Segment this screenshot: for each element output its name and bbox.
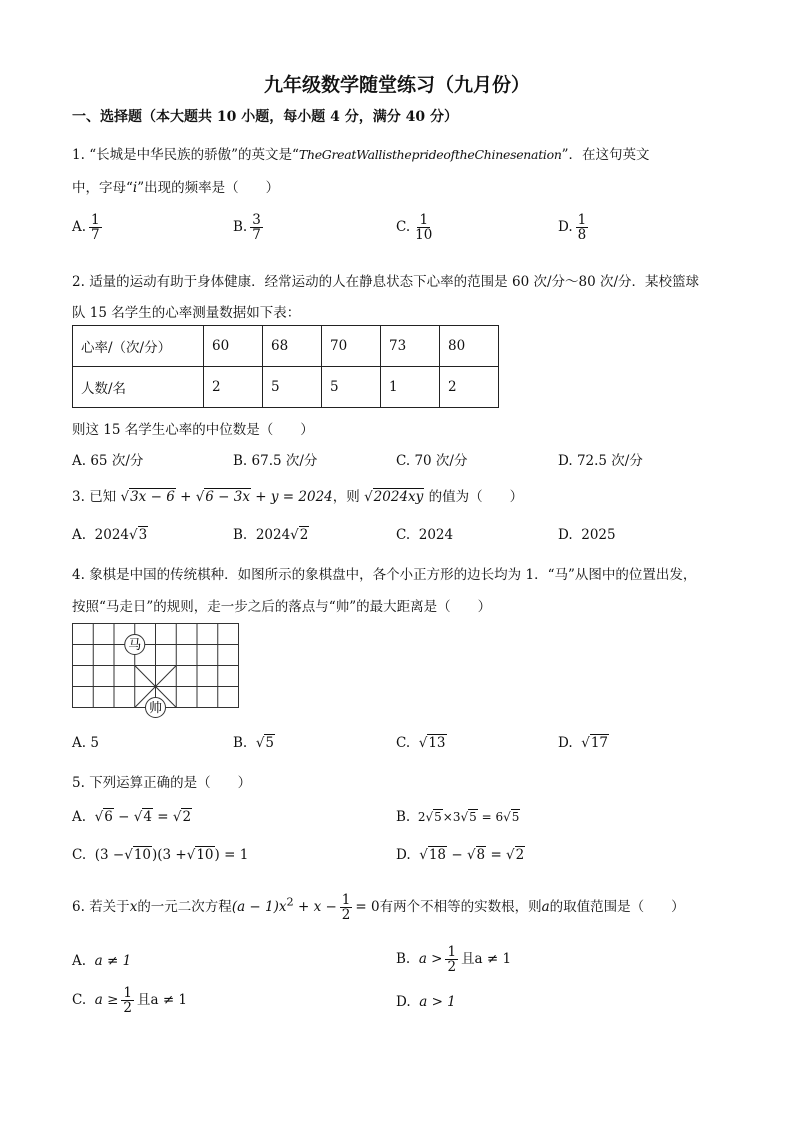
question-6-stem: 6. 若关于x的一元二次方程$(a - 1)x^2 + x$ − $\frac{1}{2}$ = 0有两个不相等的实数根，则a的取值范围是（ ） (72, 892, 685, 924)
question-4-option-a[interactable]: A. 5 (72, 735, 99, 751)
page-title: 九年级数学随堂练习（九月份） (263, 74, 530, 96)
question-2-ask: 则这 15 名学生心率的中位数是（ ） (72, 422, 314, 438)
question-1-option-b[interactable]: B. $\frac{3}{7}$ (233, 212, 261, 244)
question-6-option-c[interactable]: C. a ≥ $\frac{1}{2}$ 且a ≠ 1 (72, 985, 188, 1017)
table-cell: 73 (381, 326, 440, 367)
question-5-option-c[interactable]: C. (3 −√10)(3 +√10) = 1 (72, 847, 249, 863)
question-3-option-c[interactable]: C. 2024 (396, 527, 454, 543)
question-2-option-a[interactable]: A. 65 次/分 (72, 453, 144, 469)
question-4-option-c[interactable]: C. √13 (396, 735, 446, 751)
question-2-line-2: 队 15 名学生的心率测量数据如下表： (72, 305, 301, 321)
sqrt-expression: √3x − 6 (120, 489, 175, 505)
table-cell: 5 (263, 367, 322, 408)
letter-i: i (132, 180, 138, 196)
chessboard-diagram (72, 623, 242, 719)
question-3-option-b[interactable]: B. 2024√2 (233, 527, 309, 543)
table-cell: 60 (204, 326, 263, 367)
question-6-option-d[interactable]: D. a > 1 (396, 994, 456, 1010)
question-4-line-2: 按照“马走日”的规则，走一步之后的落点与“帅”的最大距离是（ ） (72, 599, 492, 615)
table-cell: 2 (440, 367, 499, 408)
question-1-line-1: 1. “长城是中华民族的骄傲”的英文是“TheGreatWallistheprideoftheChinesenation”．在这句英文 (72, 147, 650, 163)
table-header-cell: 心率/（次/分） (73, 326, 204, 367)
question-4-option-d[interactable]: D. √17 (558, 735, 609, 751)
question-1-option-d[interactable]: D. $\frac{1}{8}$ (558, 212, 587, 244)
table-row (73, 326, 499, 367)
question-2-option-c[interactable]: C. 70 次/分 (396, 453, 468, 469)
question-5-option-a[interactable]: A. √6 − √4 = √2 (72, 809, 192, 825)
heart-rate-table (72, 325, 499, 408)
king-label: 帅 (148, 701, 163, 716)
table-cell: 1 (381, 367, 440, 408)
question-6-option-a[interactable]: A. a ≠ 1 (72, 953, 132, 969)
table-cell: 5 (322, 367, 381, 408)
question-2-option-d[interactable]: D. 72.5 次/分 (558, 453, 643, 469)
question-3-stem: 3. 已知 √3x − 6 + √6 − 3x + y = 2024，则 √2024xy 的值为（ ） (72, 489, 524, 505)
question-1-line-2: 中，字母“i”出现的频率是（ ） (72, 180, 280, 196)
table-cell: 80 (440, 326, 499, 367)
question-2-option-b[interactable]: B. 67.5 次/分 (233, 453, 318, 469)
question-5-option-b[interactable]: B. 2√5×3√5 = 6√5 (396, 809, 520, 825)
table-cell: 68 (263, 326, 322, 367)
table-row (73, 367, 499, 408)
question-6-option-b[interactable]: B. a > $\frac{1}{2}$ 且a ≠ 1 (396, 944, 512, 976)
english-sentence: TheGreatWallistheprideoftheChinesenation (298, 147, 562, 162)
question-3-option-a[interactable]: A. 2024√3 (72, 527, 148, 543)
question-2-line-1: 2. 适量的运动有助于身体健康．经常运动的人在静息状态下心率的范围是 60 次/分～80 次/分．某校篮球 (72, 274, 700, 290)
question-5-option-d[interactable]: D. √18 − √8 = √2 (396, 847, 525, 863)
horse-label: 马 (128, 638, 142, 653)
question-4-option-b[interactable]: B. √5 (233, 735, 275, 751)
table-cell: 70 (322, 326, 381, 367)
question-3-option-d[interactable]: D. 2025 (558, 527, 616, 543)
section-heading: 一、选择题（本大题共 10 小题，每小题 4 分，满分 40 分） (72, 109, 458, 125)
sqrt-expression: √6 − 3x (195, 489, 250, 505)
question-5-stem: 5. 下列运算正确的是（ ） (72, 775, 252, 791)
question-1-option-a[interactable]: A. $\frac{1}{7}$ (72, 212, 100, 244)
table-cell: 2 (204, 367, 263, 408)
table-header-cell: 人数/名 (73, 367, 204, 408)
question-4-line-1: 4. 象棋是中国的传统棋种．如图所示的象棋盘中，各个小正方形的边长均为 1．“马”从图中的位置出发， (72, 567, 697, 583)
question-number: 1. (72, 147, 85, 163)
sqrt-expression: √2024xy (364, 489, 424, 505)
question-1-option-c[interactable]: C. $\frac{1}{10}$ (396, 212, 433, 244)
